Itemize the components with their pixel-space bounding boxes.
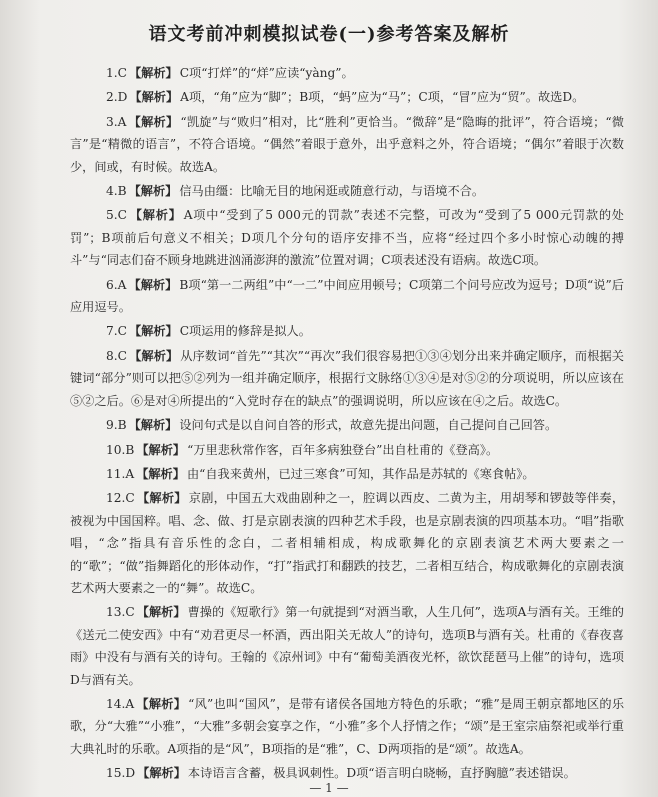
analysis-text: C项运用的修辞是拟人。 [179, 324, 311, 339]
answer-number: 2.D [106, 90, 128, 105]
analysis-tag: 【解析】 [136, 696, 187, 711]
analysis-text: “风”也叫“国风”，是带有诸侯各国地方特色的乐歌；“雅”是周王朝京都地区的乐歌，分“大雅”“小雅”，“大雅”多朝会宴享之作，“小雅”多个人抒情之作；“颂”是王室宗庙祭祀或举行重大典礼时的乐歌。A项指的是“风”，B项指的是“雅”，C、D两项指的是“颂”。故选A。 [70, 696, 625, 756]
answer-number: 7.C [106, 324, 127, 339]
answer-item [70, 320, 624, 342]
analysis-text: A项中“受到了5 000元的罚款”表述不完整，可改为“受到了5 000元罚款的处罚”；B项前后句意义不相关；D项几个分句的语序安排不当，应将“经过四个多小时惊心动魄的搏斗”与“同志们奋不顾身地跳进汹涌澎湃的激流”位置对调；C项表述没有语病。故选C项。 [70, 208, 624, 268]
analysis-text: C项“打烊”的“烊”应读“yàng”。 [179, 66, 354, 80]
answer-item [70, 487, 624, 599]
analysis-text: 由“自我来黄州，已过三寒食”可知，其作品是苏轼的《寒食帖》。 [186, 466, 535, 481]
analysis-tag: 【解析】 [129, 90, 179, 105]
answer-item [70, 693, 624, 760]
page-title: 语文考前冲刺模拟试卷(一)参考答案及解析 [148, 24, 510, 45]
analysis-text: 设问句式是以自问自答的形式，故意先提出问题，自己提问自己回答。 [179, 418, 558, 433]
answer-item [70, 111, 624, 178]
analysis-text: 信马由缰：比喻无目的地闲逛或随意行动，与语境不合。 [179, 184, 485, 199]
analysis-tag: 【解析】 [136, 442, 186, 457]
answer-item [70, 601, 624, 691]
answer-number: 3.A [106, 114, 127, 129]
answer-number: 12.C [106, 491, 135, 506]
analysis-text: 本诗语言含蓄，极具讽刺性。D项“语言明白晓畅，直抒胸臆”表述错误。 [187, 766, 576, 781]
analysis-tag: 【解析】 [128, 348, 179, 363]
analysis-tag: 【解析】 [128, 324, 178, 339]
answer-item [70, 62, 624, 84]
analysis-text: 曹操的《短歌行》第一句就提到“对酒当歌，人生几何”，选项A与酒有关。王维的《送元二使安西》中有“劝君更尽一杯酒，西出阳关无故人”的诗句，选项B与酒有关。杜甫的《春夜喜雨》中没有与酒有关的诗句。王翰的《凉州词》中有“葡萄美酒夜光杯，欲饮琵琶马上催”的诗句，选项D与酒有关。 [70, 605, 624, 687]
answer-item [70, 204, 624, 271]
analysis-tag: 【解析】 [128, 418, 178, 433]
answer-number: 11.A [106, 466, 135, 481]
analysis-tag: 【解析】 [136, 491, 187, 506]
analysis-tag: 【解析】 [128, 66, 178, 80]
analysis-tag: 【解析】 [128, 184, 178, 199]
answer-item [70, 345, 624, 412]
analysis-text: 从序数词“首先”“其次”“再次”我们很容易把①③④划分出来并确定顺序，而根据关键词“部分”则可以把⑤②列为一组并确定顺序，根据行文脉络①③④是对⑤②的分项说明，所以应该在⑤②之后。⑥是对④所提出的“入党时存在的缺点”的强调说明，所以应该在④之后。故选C。 [70, 348, 624, 408]
answer-item [70, 463, 624, 485]
answer-number: 15.D [106, 766, 136, 781]
analysis-text: “万里悲秋常作客，百年多病独登台”出自杜甫的《登高》。 [187, 442, 499, 457]
answer-number: 9.B [106, 418, 127, 433]
answer-item [70, 439, 624, 461]
answer-item [70, 86, 624, 108]
analysis-text: “凯旋”与“败归”相对，比“胜利”更恰当。“微辞”是“隐晦的批评”，符合语境；“微言”是“精微的语言”，不符合语境。“偶然”着眼于意外，出乎意料之外，符合语境；“偶尔”着眼于次数少，间或，有时候。故选A。 [70, 114, 624, 174]
answer-item [70, 180, 624, 202]
analysis-tag: 【解析】 [128, 208, 182, 223]
analysis-tag: 【解析】 [136, 605, 186, 620]
answer-number: 13.C [106, 605, 135, 620]
page-number: — 1 — [309, 781, 349, 795]
analysis-tag: 【解析】 [136, 466, 185, 481]
analysis-text: A项，“角”应为“脚”；B项，“蚂”应为“马”；C项，“冒”应为“贸”。故选D。 [180, 90, 585, 105]
answer-list [70, 62, 624, 785]
answer-number: 1.C [106, 66, 127, 80]
answer-item [70, 414, 624, 436]
answer-number: 8.C [106, 348, 127, 363]
answer-number: 5.C [106, 208, 127, 223]
analysis-tag: 【解析】 [137, 766, 186, 781]
answer-number: 14.A [106, 696, 135, 711]
answer-number: 10.B [106, 442, 135, 457]
analysis-text: B项“第一二两组”中“一二”中间应用顿号；C项第二个问号应改为逗号；D项“说”后应用逗号。 [70, 277, 624, 315]
analysis-text: 京剧，中国五大戏曲剧种之一，腔调以西皮、二黄为主，用胡琴和锣鼓等伴奏，被视为中国国粹。唱、念、做、打是京剧表演的四种艺术手段，也是京剧表演的四项基本功。“唱”指歌唱，“念”指具有音乐性的念白，二者相辅相成，构成歌舞化的京剧表演艺术两大要素之一的“歌”；“做”指舞蹈化的形体动作，“打”指武打和翻跌的技艺，二者相互结合，构成歌舞化的京剧表演艺术两大要素之一的“舞”。故选C。 [70, 491, 625, 595]
analysis-tag: 【解析】 [128, 277, 178, 292]
answer-number: 6.A [106, 277, 127, 292]
analysis-tag: 【解析】 [128, 114, 179, 129]
answer-number: 4.B [106, 184, 127, 199]
answer-item [70, 274, 624, 319]
